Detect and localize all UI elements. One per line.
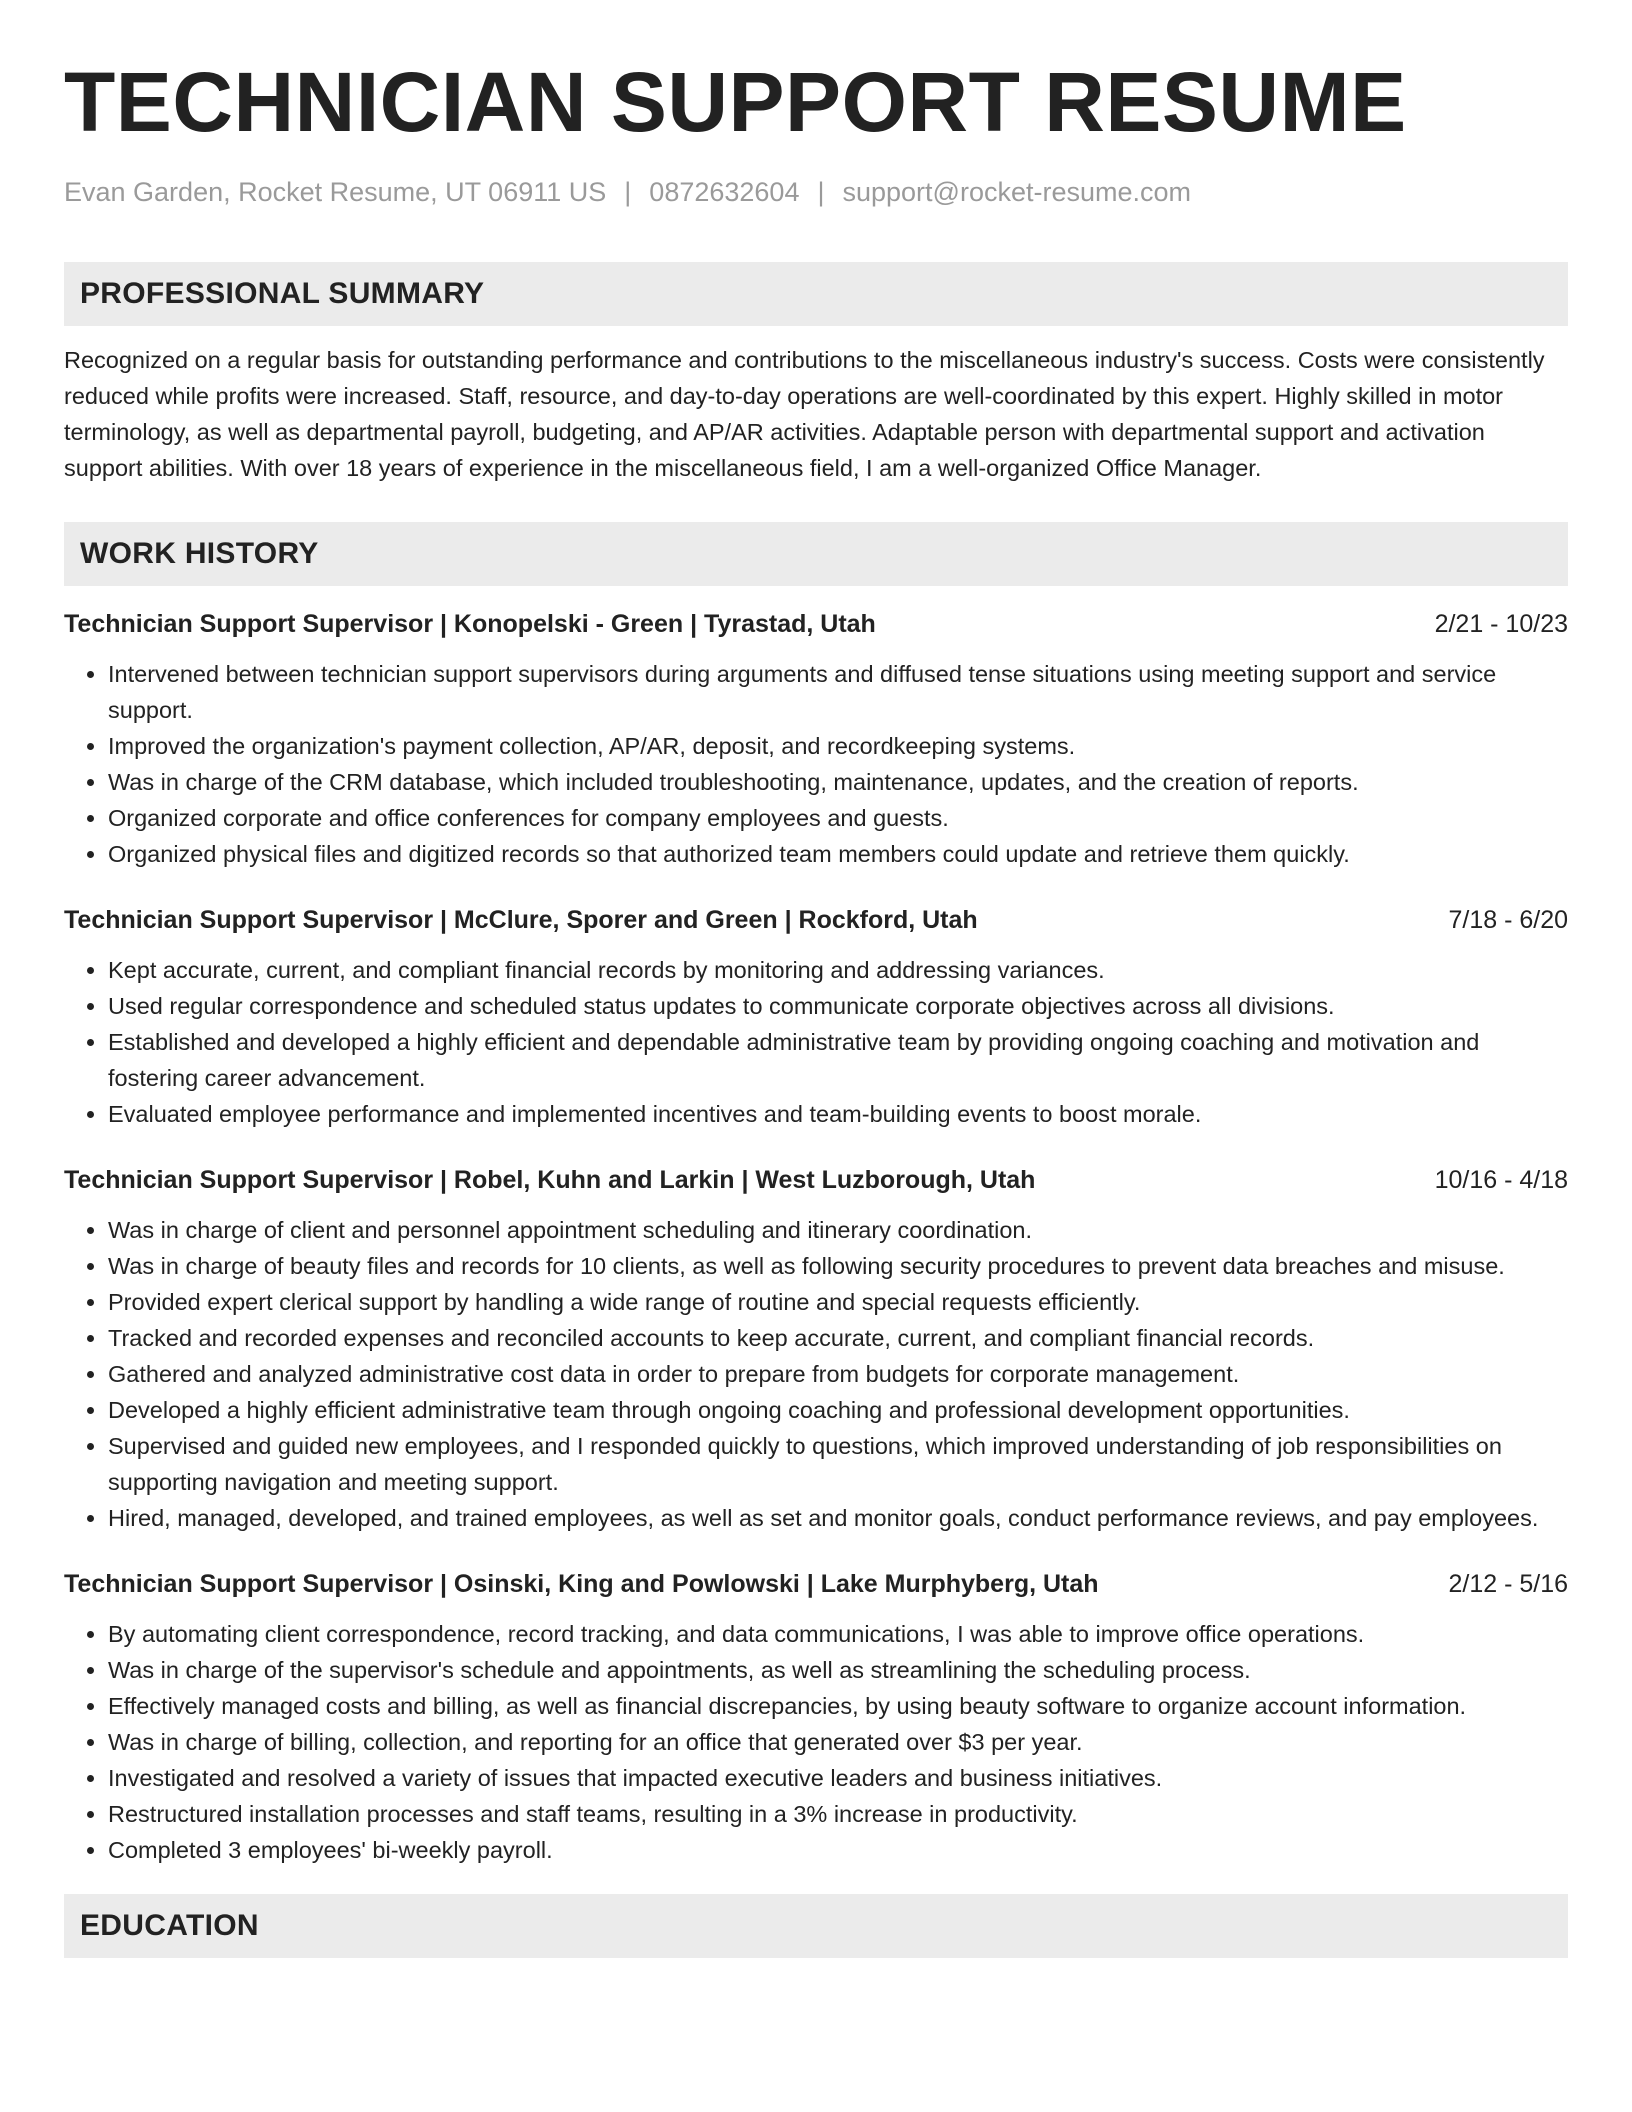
contact-separator: |: [624, 177, 632, 207]
job-bullet: • Hired, managed, developed, and trained employees, as well as set and monitor goals, conduct performance reviews, and pay employees.: [108, 1500, 1568, 1536]
job-bullet: • Used regular correspondence and scheduled status updates to communicate corporate objectives across all divisions.: [108, 988, 1568, 1024]
job-title: Technician Support Supervisor | Konopelski - Green | Tyrastad, Utah: [64, 610, 876, 638]
job-bullet: • Was in charge of client and personnel appointment scheduling and itinerary coordination.: [108, 1212, 1568, 1248]
job-dates: 2/12 - 5/16: [1448, 1570, 1568, 1598]
section-heading: PROFESSIONAL SUMMARY: [80, 277, 485, 310]
section-heading: WORK HISTORY: [80, 537, 319, 570]
job-header: [64, 606, 1568, 642]
job-dates: 10/16 - 4/18: [1434, 1166, 1568, 1194]
contact-address: Evan Garden, Rocket Resume, UT 06911 US: [64, 177, 607, 207]
job-bullet: • Organized physical files and digitized records so that authorized team members could update and retrieve them quickly.: [108, 836, 1568, 872]
professional-summary-text: Recognized on a regular basis for outstanding performance and contributions to the miscellaneous industry's success. Costs were consistently reduced while profits were increased. Staff, resource, and day-to-day operations are well-coordinated by this expert. Highly skilled in motor terminology, as well as departmental payroll, budgeting, and AP/AR activities. Adaptable person with departmental support and activation support abilities. With over 18 years of experience in the miscellaneous field, I am a well-organized Office Manager.: [64, 347, 1545, 481]
job-bullets: [64, 952, 1568, 1132]
section-header-summary: [64, 262, 1568, 326]
job-header: [64, 902, 1568, 938]
job-bullet: • Investigated and resolved a variety of issues that impacted executive leaders and business initiatives.: [108, 1760, 1568, 1796]
job-bullet: • Evaluated employee performance and implemented incentives and team-building events to boost morale.: [108, 1096, 1568, 1132]
job-title: Technician Support Supervisor | Osinski, King and Powlowski | Lake Murphyberg, Utah: [64, 1570, 1099, 1598]
job-bullets: [64, 656, 1568, 872]
job-bullets: [64, 1616, 1568, 1868]
job-bullet: • Established and developed a highly efficient and dependable administrative team by providing ongoing coaching and motivation and fostering career advancement.: [108, 1024, 1568, 1096]
job-header: [64, 1162, 1568, 1198]
contact-phone: 0872632604: [649, 177, 800, 207]
job-bullet: • Developed a highly efficient administrative team through ongoing coaching and professional development opportunities.: [108, 1392, 1568, 1428]
job-title: Technician Support Supervisor | McClure, Sporer and Green | Rockford, Utah: [64, 906, 978, 934]
job-bullet: • Improved the organization's payment collection, AP/AR, deposit, and recordkeeping systems.: [108, 728, 1568, 764]
section-heading: EDUCATION: [80, 1909, 259, 1942]
job-bullet: • Kept accurate, current, and compliant financial records by monitoring and addressing variances.: [108, 952, 1568, 988]
job-dates: 2/21 - 10/23: [1434, 610, 1568, 638]
job-title: Technician Support Supervisor | Robel, Kuhn and Larkin | West Luzborough, Utah: [64, 1166, 1036, 1194]
job-entry: [64, 606, 1568, 872]
contact-separator: |: [817, 177, 825, 207]
section-header-education: [64, 1894, 1568, 1958]
contact-line: [64, 174, 1568, 210]
job-bullet: • Was in charge of the supervisor's schedule and appointments, as well as streamlining the scheduling process.: [108, 1652, 1568, 1688]
job-entry: [64, 1162, 1568, 1536]
job-bullet: • Completed 3 employees' bi-weekly payroll.: [108, 1832, 1568, 1868]
job-bullet: • Was in charge of billing, collection, and reporting for an office that generated over $3 per year.: [108, 1724, 1568, 1760]
job-bullet: • Effectively managed costs and billing, as well as financial discrepancies, by using beauty software to organize account information.: [108, 1688, 1568, 1724]
job-bullets: [64, 1212, 1568, 1536]
job-bullet: • Supervised and guided new employees, and I responded quickly to questions, which improved understanding of job responsibilities on supporting navigation and meeting support.: [108, 1428, 1568, 1500]
contact-email[interactable]: support@rocket-resume.com: [842, 177, 1192, 207]
job-bullet: • Intervened between technician support supervisors during arguments and diffused tense situations using meeting support and service support.: [108, 656, 1568, 728]
job-entry: [64, 1566, 1568, 1868]
job-entry: [64, 902, 1568, 1132]
job-bullet: • By automating client correspondence, record tracking, and data communications, I was able to improve office operations.: [108, 1616, 1568, 1652]
section-header-work-history: [64, 522, 1568, 586]
resume-title: TECHNICIAN SUPPORT RESUME: [64, 55, 1407, 149]
job-bullet: • Tracked and recorded expenses and reconciled accounts to keep accurate, current, and compliant financial records.: [108, 1320, 1568, 1356]
job-bullet: • Organized corporate and office conferences for company employees and guests.: [108, 800, 1568, 836]
job-bullet: • Provided expert clerical support by handling a wide range of routine and special requests efficiently.: [108, 1284, 1568, 1320]
job-dates: 7/18 - 6/20: [1448, 906, 1568, 934]
job-header: [64, 1566, 1568, 1602]
job-bullet: • Gathered and analyzed administrative cost data in order to prepare from budgets for corporate management.: [108, 1356, 1568, 1392]
job-bullet: • Was in charge of the CRM database, which included troubleshooting, maintenance, updates, and the creation of reports.: [108, 764, 1568, 800]
job-bullet: • Restructured installation processes and staff teams, resulting in a 3% increase in productivity.: [108, 1796, 1568, 1832]
job-bullet: • Was in charge of beauty files and records for 10 clients, as well as following security procedures to prevent data breaches and misuse.: [108, 1248, 1568, 1284]
